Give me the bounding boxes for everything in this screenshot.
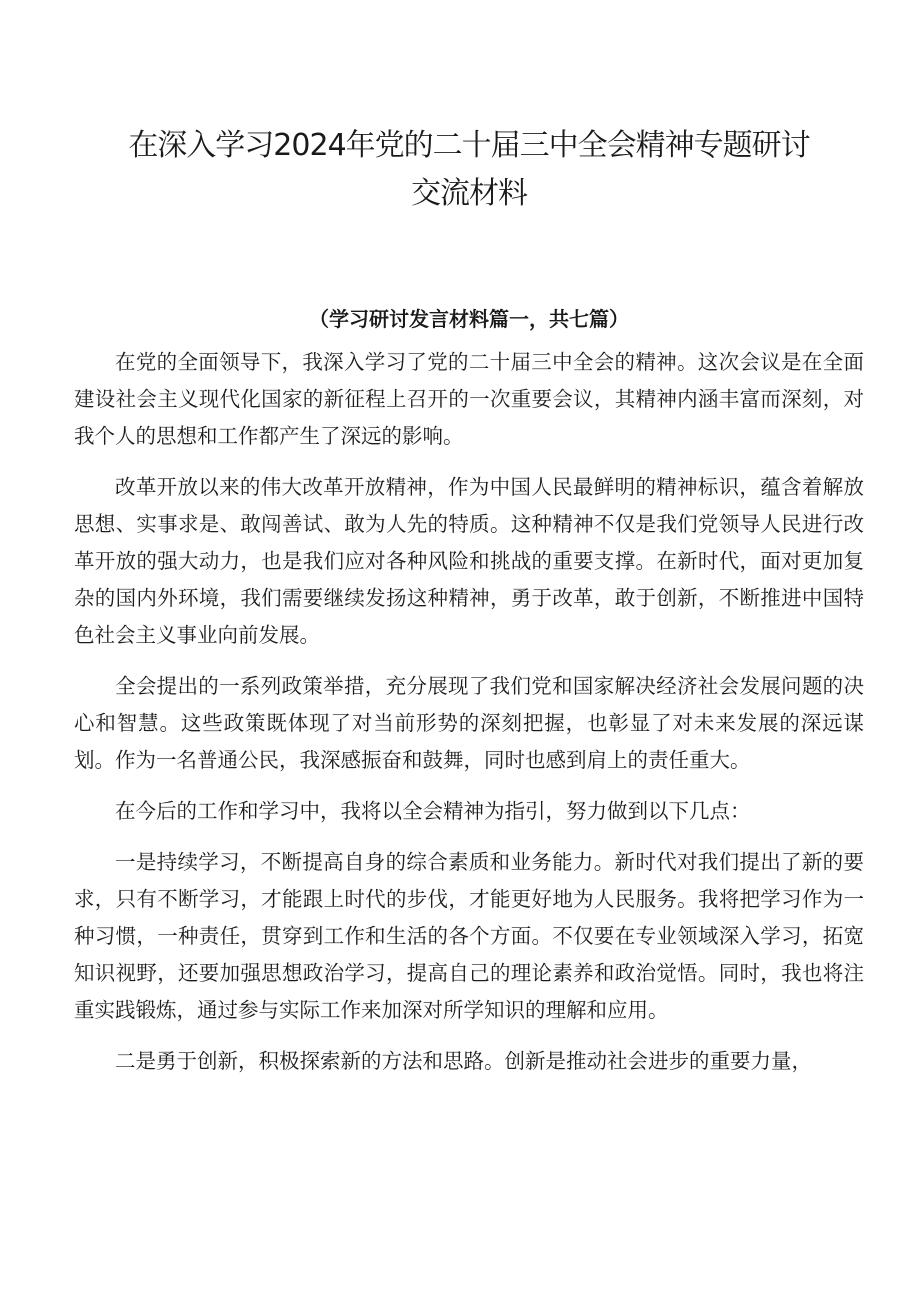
paragraph: 在党的全面领导下，我深入学习了党的二十届三中全会的精神。这次会议是在全面建设社会主义现代化国家的新征程上召开的一次重要会议，其精神内涵丰富而深刻，对我个人的思想和工作都产生了深远的影响。: [74, 350, 864, 448]
paragraph: 二是勇于创新，积极探索新的方法和思路。创新是推动社会进步的重要力量，: [115, 1049, 812, 1073]
document-subtitle: （学习研讨发言材料篇一，共七篇）: [309, 307, 629, 331]
paragraph: 在今后的工作和学习中，我将以全会精神为指引，努力做到以下几点：: [115, 799, 751, 823]
paragraph: 改革开放以来的伟大改革开放精神，作为中国人民最鲜明的精神标识，蕴含着解放思想、实事求是、敢闯善试、敢为人先的特质。这种精神不仅是我们党领导人民进行改革开放的强大动力，也是我们应对各种风险和挑战的重要支撑。在新时代，面对更加复杂的国内外环境，我们需要继续发扬这种精神，勇于改革，敢于创新，不断推进中国特色社会主义事业向前发展。: [74, 475, 864, 647]
document-title: [74, 0, 864, 218]
title-line-2: 交流材料: [411, 176, 527, 211]
document-body: [74, 344, 864, 1080]
title-line-1: 在深入学习2024年党的二十届三中全会精神专题研讨: [128, 128, 810, 163]
paragraph: 全会提出的一系列政策举措，充分展现了我们党和国家解决经济社会发展问题的决心和智慧。这些政策既体现了对当前形势的深刻把握，也彰显了对未来发展的深远谋划。作为一名普通公民，我深感振奋和鼓舞，同时也感到肩上的责任重大。: [74, 674, 864, 772]
paragraph: 一是持续学习，不断提高自身的综合素质和业务能力。新时代对我们提出了新的要求，只有不断学习，才能跟上时代的步伐，才能更好地为人民服务。我将把学习作为一种习惯，一种责任，贯穿到工作和生活的各个方面。不仅要在专业领域深入学习，拓宽知识视野，还要加强思想政治学习，提高自己的理论素养和政治觉悟。同时，我也将注重实践锻炼，通过参与实际工作来加深对所学知识的理解和应用。: [74, 850, 864, 1022]
